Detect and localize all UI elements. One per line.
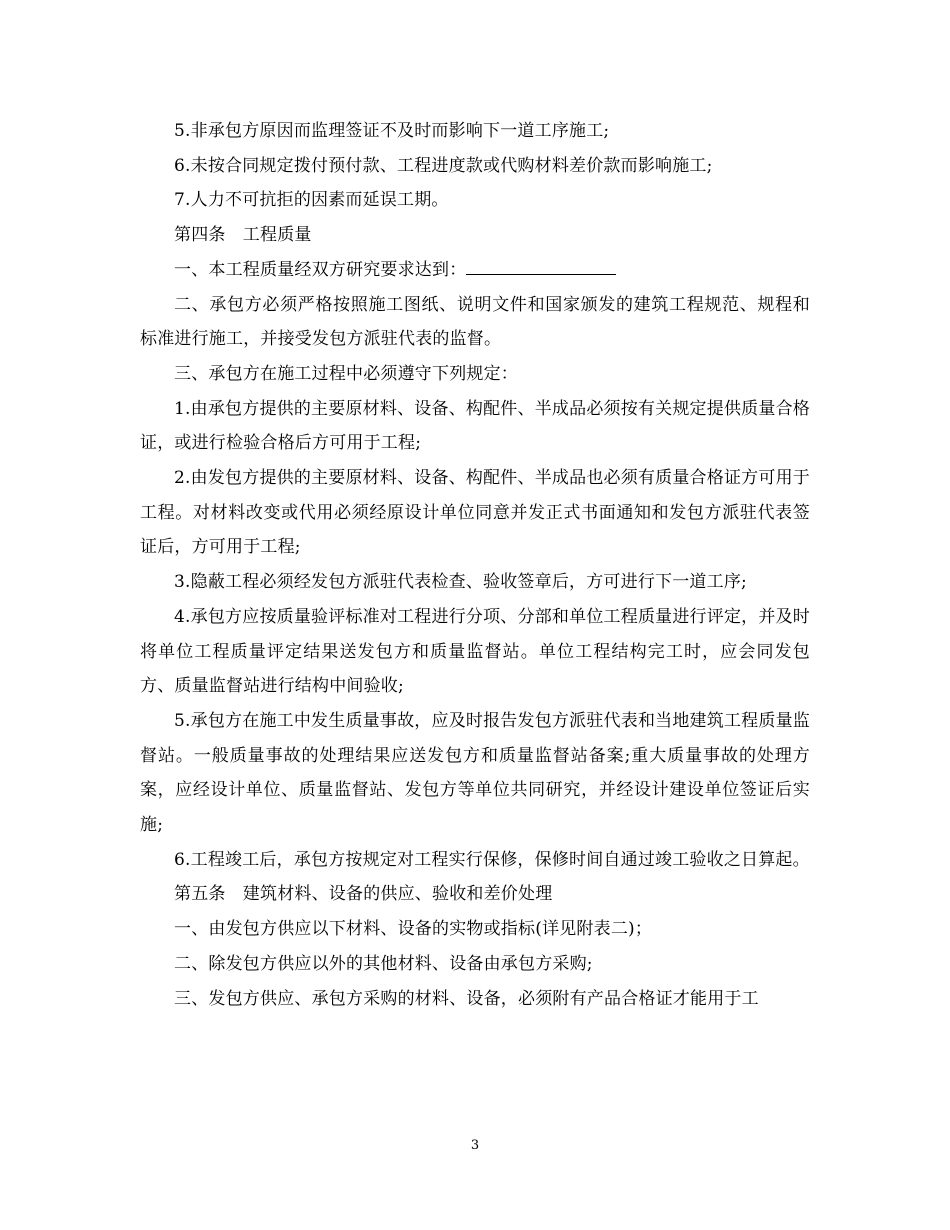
paragraph-text: 一、本工程质量经双方研究要求达到： bbox=[174, 259, 467, 280]
paragraph: 三、发包方供应、承包方采购的材料、设备，必须附有产品合格证才能用于工 bbox=[174, 988, 759, 1009]
section-heading: 第五条 建筑材料、设备的供应、验收和差价处理 bbox=[174, 884, 553, 905]
page-number: 3 bbox=[470, 1138, 480, 1153]
paragraph: 6.工程竣工后，承包方按规定对工程实行保修，保修时间自通过竣工验收之日算起。 bbox=[174, 849, 810, 870]
paragraph: 二、除发包方供应以外的其他材料、设备由承包方采购; bbox=[174, 953, 593, 974]
paragraph: 1.由承包方提供的主要原材料、设备、构配件、半成品必须按有关规定提供质量合格证，或进行检验合格后方可用于工程; bbox=[140, 398, 810, 454]
paragraph: 4.承包方应按质量验评标准对工程进行分项、分部和单位工程质量进行评定，并及时将单位工程质量评定结果送发包方和质量监督站。单位工程结构完工时，应会同发包方、质量监督站进行结构中间验收; bbox=[140, 606, 810, 697]
paragraph: 6.未按合同规定拨付预付款、工程进度款或代购材料差价款而影响施工; bbox=[174, 155, 713, 176]
paragraph: 二、承包方必须严格按照施工图纸、说明文件和国家颁发的建筑工程规范、规程和标准进行施工，并接受发包方派驻代表的监督。 bbox=[140, 294, 810, 350]
fill-in-blank-line bbox=[466, 260, 616, 275]
paragraph: 一、由发包方供应以下材料、设备的实物或指标(详见附表二)； bbox=[174, 919, 653, 940]
paragraph: 三、承包方在施工过程中必须遵守下列规定： bbox=[174, 363, 518, 384]
paragraph: 7.人力不可抗拒的因素而延误工期。 bbox=[174, 190, 449, 211]
paragraph: 2.由发包方提供的主要原材料、设备、构配件、半成品也必须有质量合格证方可用于工程。对材料改变或代用必须经原设计单位同意并发正式书面通知和发包方派驻代表签证后，方可用于工程; bbox=[140, 468, 810, 558]
paragraph: 5.承包方在施工中发生质量事故，应及时报告发包方派驻代表和当地建筑工程质量监督站。一般质量事故的处理结果应送发包方和质量监督站备案;重大质量事故的处理方案，应经设计单位、质量监督站、发包方等单位共同研究，并经设计建设单位签证后实施; bbox=[140, 710, 810, 836]
paragraph: 5.非承包方原因而监理签证不及时而影响下一道工序施工; bbox=[174, 121, 610, 141]
paragraph: 3.隐蔽工程必须经发包方派驻代表检查、验收签章后，方可进行下一道工序; bbox=[174, 572, 747, 593]
document-body bbox=[140, 114, 810, 1016]
section-heading: 第四条 工程质量 bbox=[174, 225, 312, 246]
quality-requirement-paragraph bbox=[140, 253, 810, 288]
